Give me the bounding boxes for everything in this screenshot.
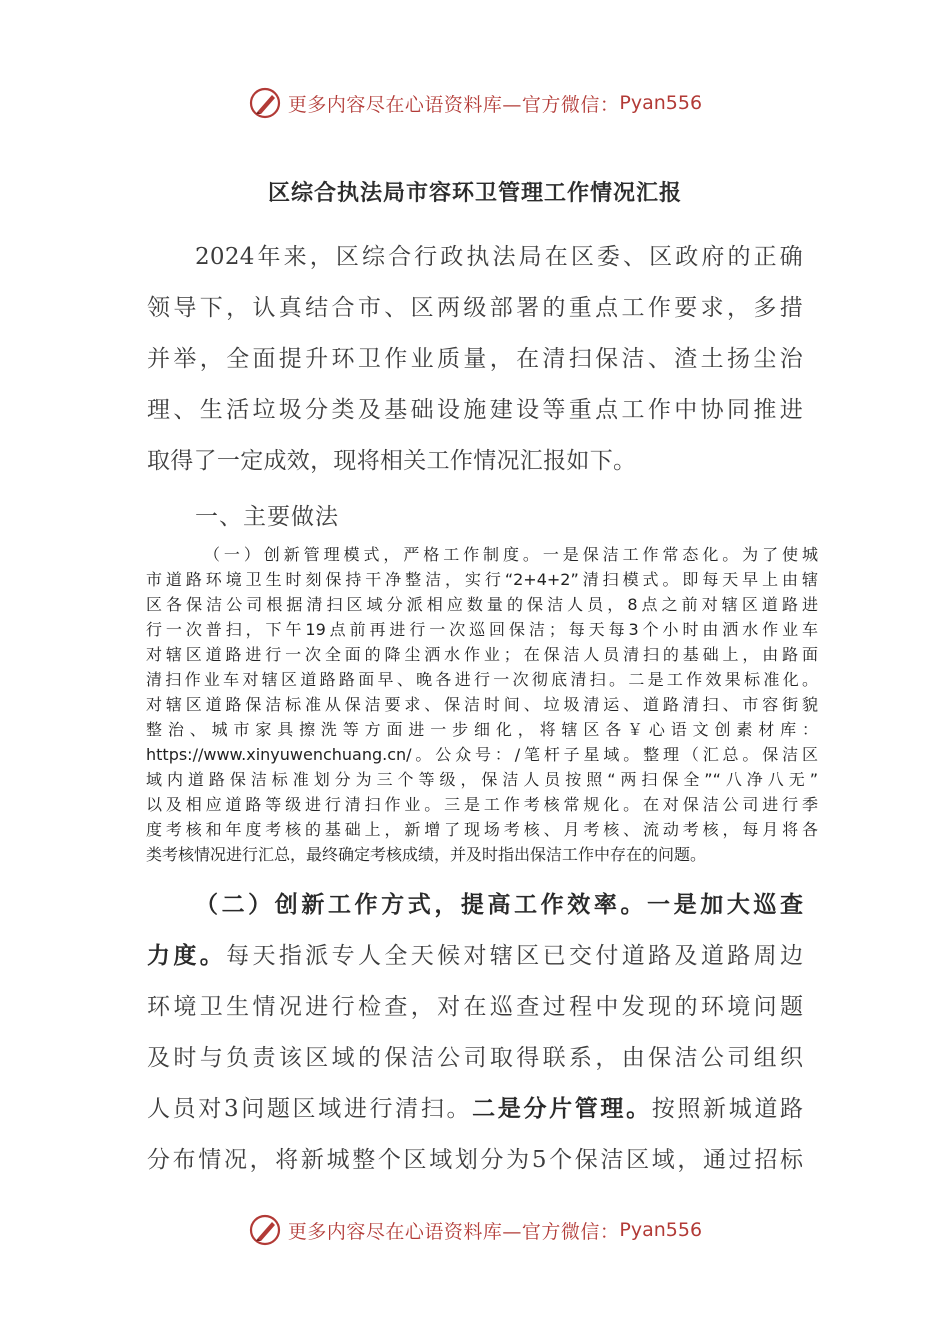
section1-line: 对辖区道路保洁标准从保洁要求、保洁时间、垃圾清运、道路清扫、市容街貌 bbox=[146, 695, 818, 714]
section1-line: 以及相应道路等级进行清扫作业。三是工作考核常规化。在对保洁公司进行季 bbox=[146, 795, 818, 814]
section1-line: 整治、城市家具擦洗等方面进一步细化，将辖区各￥心语文创素材库： bbox=[146, 720, 818, 739]
intro-line: 理、生活垃圾分类及基础设施建设等重点工作中协同推进 bbox=[147, 397, 803, 423]
section1-line: 区各保洁公司根据清扫区域分派相应数量的保洁人员，8点之前对辖区道路进 bbox=[146, 595, 818, 614]
section2-text: 人员对3问题区域进行清扫。 bbox=[147, 1096, 473, 1122]
document-title: 区综合执法局市容环卫管理工作情况汇报 bbox=[267, 181, 682, 206]
section1-paragraph bbox=[146, 542, 818, 867]
section1-line: 行一次普扫，下午19点前再进行一次巡回保洁；每天每3个小时由洒水作业车 bbox=[146, 620, 818, 639]
section1-line: 对辖区道路进行一次全面的降尘洒水作业；在保洁人员清扫的基础上，由路面 bbox=[146, 645, 818, 664]
section1-line: 度考核和年度考核的基础上，新增了现场考核、月考核、流动考核，每月将各 bbox=[146, 820, 818, 839]
banner-wechat-id: Pyan556 bbox=[619, 92, 703, 114]
header-watermark-banner bbox=[0, 83, 950, 123]
intro-line: 取得了一定成效，现将相关工作情况汇报如下。 bbox=[147, 448, 637, 474]
footer-watermark-banner bbox=[0, 1210, 950, 1250]
section-heading: 一、主要做法 bbox=[195, 504, 339, 530]
section1-line: 清扫作业车对辖区道路路面早、晚各进行一次彻底清扫。二是工作效果标准化。 bbox=[146, 670, 818, 689]
section2-paragraph bbox=[147, 880, 803, 1186]
banner-text: 更多内容尽在心语资料库—官方微信： bbox=[287, 1220, 620, 1243]
section1-line: 市道路环境卫生时刻保持干净整洁，实行“2+4+2”清扫模式。即每天早上由辖 bbox=[146, 570, 818, 589]
section2-text: 每天指派专人全天候对辖区已交付道路及道路周边 bbox=[226, 943, 803, 969]
pen-logo-icon bbox=[248, 1213, 282, 1247]
section2-line: 分布情况，将新城整个区域划分为5个保洁区域，通过招标 bbox=[147, 1147, 803, 1173]
intro-line: 领导下，认真结合市、区两级部署的重点工作要求，多措 bbox=[147, 295, 803, 321]
banner-text: 更多内容尽在心语资料库—官方微信： bbox=[287, 93, 620, 116]
section2-bold-phrase: 力度。 bbox=[147, 943, 227, 969]
intro-line: 并举，全面提升环卫作业质量，在清扫保洁、渣土扬尘治 bbox=[147, 346, 803, 372]
intro-line: 2024年来，区综合行政执法局在区委、区政府的正确 bbox=[195, 244, 803, 270]
section1-line: （一）创新管理模式，严格工作制度。一是保洁工作常态化。为了使城 bbox=[204, 545, 818, 564]
section2-line: 及时与负责该区域的保洁公司取得联系，由保洁公司组织 bbox=[147, 1045, 803, 1071]
section2-heading: （二）创新工作方式，提高工作效率。一是加大巡查 bbox=[195, 892, 803, 918]
pen-logo-icon bbox=[248, 86, 282, 120]
section2-bold-phrase: 二是分片管理。 bbox=[472, 1096, 652, 1122]
section2-line: 环境卫生情况进行检查，对在巡查过程中发现的环境问题 bbox=[147, 994, 803, 1020]
section2-text: 按照新城道路 bbox=[651, 1096, 804, 1122]
section1-line: https://www.xinyuwenchuang.cn/。公众号：/笔杆子星域。整理（汇总。保洁区 bbox=[146, 745, 818, 764]
section1-line: 域内道路保洁标准划分为三个等级，保洁人员按照“两扫保全”“八净八无” bbox=[146, 770, 818, 789]
banner-wechat-id: Pyan556 bbox=[619, 1219, 703, 1241]
section1-line: 类考核情况进行汇总，最终确定考核成绩，并及时指出保洁工作中存在的问题。 bbox=[146, 845, 707, 864]
intro-paragraph bbox=[147, 232, 803, 487]
